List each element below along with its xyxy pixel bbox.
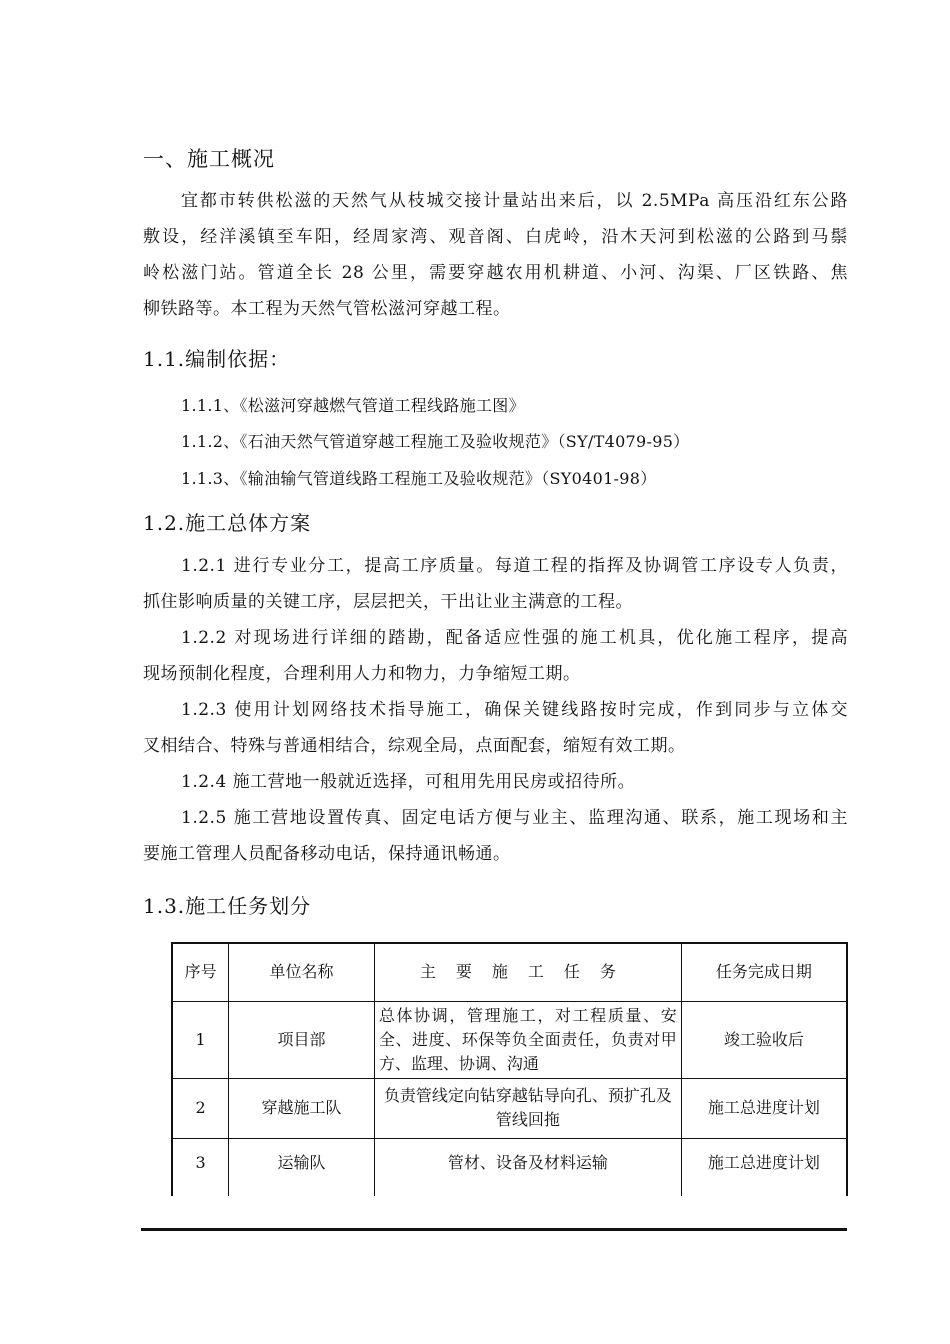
- cell-date: 施工总进度计划: [681, 1138, 847, 1196]
- overview-line: 柳铁路等。本工程为天然气管松滋河穿越工程。: [143, 299, 511, 319]
- plan-line: 1.2.4 施工营地一般就近选择，可租用先用民房或招待所。: [181, 772, 636, 792]
- cell-task: 总体协调，管理施工，对工程质量、安全、进度、环保等负全面责任，负责对甲方、监理、协调、沟通: [374, 1001, 681, 1078]
- overview-line: 岭松滋门站。管道全长 28 公里，需要穿越农用机耕道、小河、沟渠、厂区铁路、焦: [143, 263, 848, 283]
- header-no: 序号: [172, 943, 229, 1001]
- plan-line: 叉相结合、特殊与普通相结合，综观全局，点面配套，缩短有效工期。: [143, 736, 686, 756]
- plan-line: 要施工管理人员配备移动电话，保持通讯畅通。: [143, 844, 511, 864]
- cell-unit: 穿越施工队: [229, 1078, 375, 1138]
- cell-unit: 项目部: [229, 1001, 375, 1078]
- header-task: 主要施工任务: [374, 943, 681, 1001]
- cell-date: 施工总进度计划: [681, 1078, 847, 1138]
- table-row: [172, 1078, 847, 1138]
- plan-paragraph: [143, 548, 848, 872]
- table-row: [172, 1001, 847, 1078]
- cell-no: 3: [172, 1138, 229, 1196]
- overview-paragraph: [143, 183, 848, 327]
- reference-item: 1.1.3、《输油输气管道线路工程施工及验收规范》（SY0401-98）: [181, 469, 657, 488]
- cell-no: 2: [172, 1078, 229, 1138]
- table-row: [172, 1138, 847, 1196]
- section-title-tasks: 1.3.施工任务划分: [143, 894, 312, 918]
- plan-line: 1.2.1 进行专业分工，提高工序质量。每道工程的指挥及协调管工序设专人负责，: [181, 556, 848, 576]
- reference-item: 1.1.2、《石油天然气管道穿越工程施工及验收规范》（SY/T4079-95）: [181, 432, 690, 451]
- header-date: 任务完成日期: [681, 943, 847, 1001]
- reference-item: 1.1.1、《松滋河穿越燃气管道工程线路施工图》: [181, 396, 525, 415]
- plan-line: 1.2.3 使用计划网络技术指导施工，确保关键线路按时完成，作到同步与立体交: [181, 700, 848, 720]
- cell-unit: 运输队: [229, 1138, 375, 1196]
- plan-line: 1.2.5 施工营地设置传真、固定电话方便与业主、监理沟通、联系，施工现场和主: [181, 808, 848, 828]
- cell-no: 1: [172, 1001, 229, 1078]
- plan-line: 1.2.2 对现场进行详细的踏勘，配备适应性强的施工机具，优化施工程序，提高: [181, 628, 848, 648]
- overview-line: 敷设，经洋溪镇至车阳，经周家湾、观音阁、白虎岭，沿木天河到松滋的公路到马鬃: [143, 227, 848, 247]
- cell-task: 负责管线定向钻穿越钻导向孔、预扩孔及管线回拖: [374, 1078, 681, 1138]
- cell-date: 竣工验收后: [681, 1001, 847, 1078]
- cell-task: 管材、设备及材料运输: [374, 1138, 681, 1196]
- section-title-basis: 1.1.编制依据：: [143, 347, 291, 371]
- header-unit: 单位名称: [229, 943, 375, 1001]
- overview-line: 宜都市转供松滋的天然气从枝城交接计量站出来后，以 2.5MPa 高压沿红东公路: [181, 191, 848, 211]
- section-title-overview: 一、施工概况: [143, 147, 275, 171]
- table-header-row: [172, 943, 847, 1001]
- footer-rule: [141, 1228, 847, 1231]
- plan-line: 现场预制化程度，合理利用人力和物力，力争缩短工期。: [143, 664, 581, 684]
- section-title-plan: 1.2.施工总体方案: [143, 511, 312, 535]
- plan-line: 抓住影响质量的关键工序，层层把关，干出让业主满意的工程。: [143, 592, 633, 612]
- task-table: [171, 942, 848, 1196]
